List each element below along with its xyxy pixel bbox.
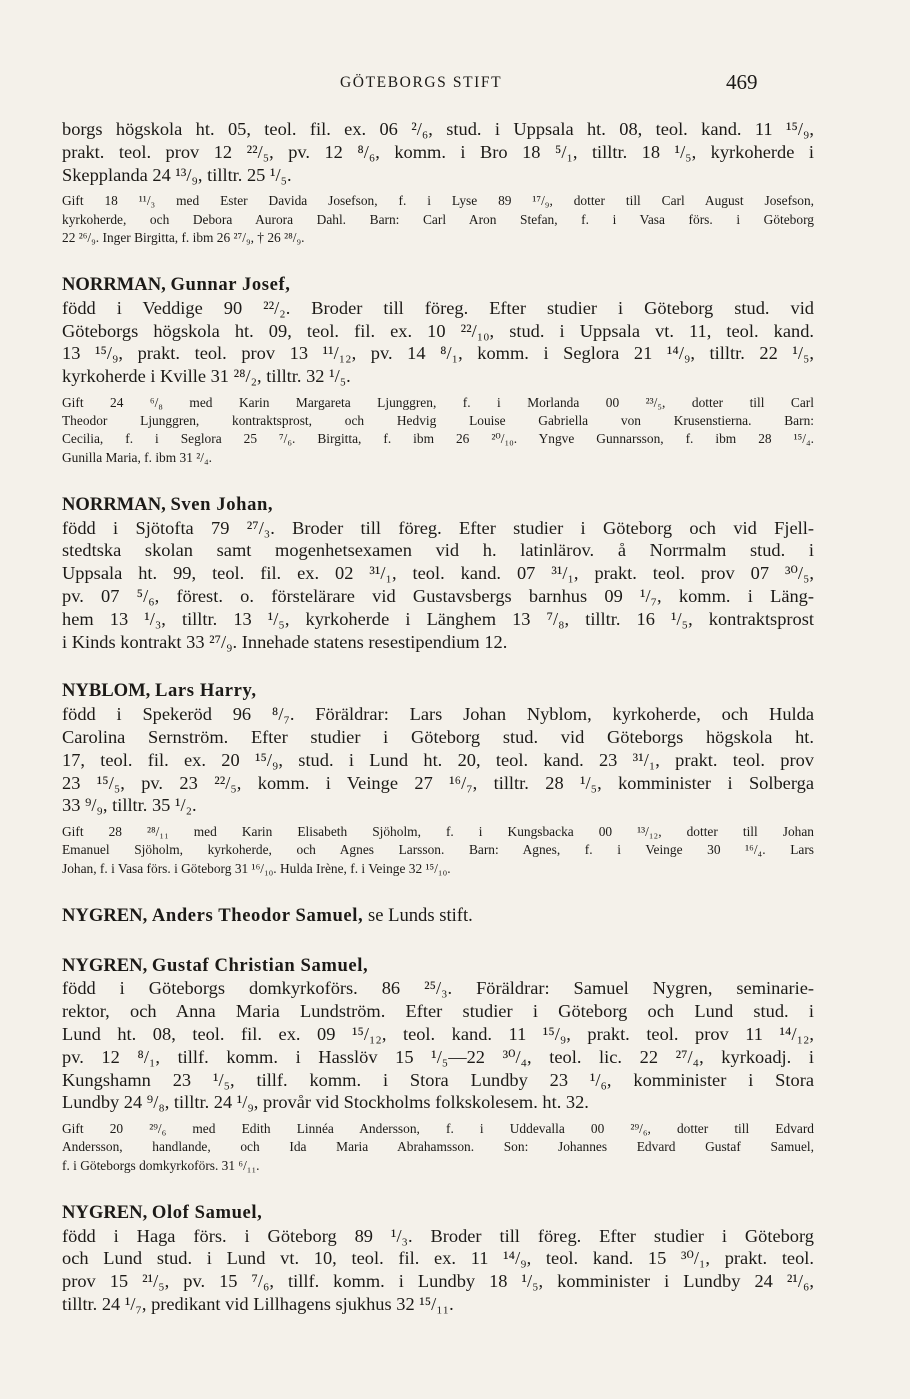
note-line: kyrkoherde, och Debora Aurora Dahl. Barn: Carl Aron Stefan, f. i Vasa förs. i Göteborg bbox=[62, 211, 814, 227]
body-line: tilltr. 24 ¹/₇, predikant vid Lillhagens sjukhus 32 ¹⁵/₁₁. bbox=[62, 1293, 454, 1314]
entry-given-names: Gunnar Josef, bbox=[170, 274, 291, 295]
entry-surname: NORRMAN, bbox=[62, 493, 166, 515]
entry-given-names: Gustaf Christian Samuel, bbox=[151, 954, 369, 976]
body-line: född i Haga förs. i Göteborg 89 ¹/₃. Broder till föreg. Efter studier i Göteborg bbox=[62, 1225, 814, 1246]
note-line: Gift 28 ²⁸/₁₁ med Karin Elisabeth Sjöholm, f. i Kungsbacka 00 ¹³/₁₂, dotter till Johan bbox=[62, 824, 814, 840]
entry-surname: NYBLOM, bbox=[62, 680, 151, 702]
entry-norrman-gunnar bbox=[62, 274, 814, 467]
page-body bbox=[62, 118, 814, 1316]
entry-heading bbox=[62, 955, 814, 978]
family-note bbox=[62, 1120, 814, 1175]
entry-given-names: Anders Theodor Samuel, bbox=[151, 904, 364, 926]
body-line: pv. 07 ⁵/₆, förest. o. förstelärare vid Gustavsbergs barnhus 09 ¹/₇, komm. i Läng- bbox=[62, 585, 814, 606]
body-line: Carolina Sernström. Efter studier i Göteborg stud. vid Göteborgs högskola ht. bbox=[62, 726, 814, 747]
entry-continuation bbox=[62, 118, 814, 247]
body-line: stedtska skolan samt mogenhetsexamen vid h. latinlärov. å Norrmalm stud. i bbox=[62, 540, 814, 561]
body-line: hem 13 ¹/₃, tilltr. 13 ¹/₅, kyrkoherde i Länghem 13 ⁷/₈, tilltr. 16 ¹/₅, kontraktsprost bbox=[62, 608, 814, 629]
body-line: född i Sjötofta 79 ²⁷/₃. Broder till föreg. Efter studier i Göteborg och vid Fjell- bbox=[62, 517, 814, 538]
note-line: Emanuel Sjöholm, kyrkoherde, och Agnes Larsson. Barn: Agnes, f. i Veinge 30 ¹⁶/₄. Lars bbox=[62, 842, 814, 858]
body-line: och Lund stud. i Lund vt. 10, teol. fil. ex. 11 ¹⁴/₉, teol. kand. 15 ³⁰/₁, prakt. teol. bbox=[62, 1248, 814, 1269]
body-line: född i Veddige 90 ²²/₂. Broder till föreg. Efter studier i Göteborg stud. vid bbox=[62, 297, 814, 318]
body-line: Uppsala ht. 99, teol. fil. ex. 02 ³¹/₁, teol. kand. 07 ³¹/₁, prakt. teol. prov 07 ³⁰/₅, bbox=[62, 563, 814, 584]
note-line: Johan, f. i Vasa förs. i Göteborg 31 ¹⁶/₁₀. Hulda Irène, f. i Veinge 32 ¹⁵/₁₀. bbox=[62, 860, 451, 876]
entry-given-names: Olof Samuel, bbox=[151, 1201, 263, 1223]
body-line: Lundby 24 ⁹/₈, tilltr. 24 ¹/₉, provår vid Stockholms folkskolesem. ht. 32. bbox=[62, 1092, 589, 1113]
entry-body bbox=[62, 703, 814, 817]
entry-heading bbox=[62, 274, 814, 297]
entry-nyblom-lars bbox=[62, 680, 814, 877]
entry-given-names: Lars Harry, bbox=[154, 680, 257, 702]
note-line: Gunilla Maria, f. ibm 31 ²/₄. bbox=[62, 449, 213, 465]
entry-heading bbox=[62, 494, 814, 517]
body-line: Skepplanda 24 ¹³/₉, tilltr. 25 ¹/₅. bbox=[62, 164, 292, 185]
entry-nygren-anders bbox=[62, 905, 814, 928]
entry-surname: NYGREN, bbox=[62, 1201, 148, 1223]
note-line: f. i Göteborgs domkyrkoförs. 31 ⁶/₁₁. bbox=[62, 1157, 260, 1173]
entry-surname: NYGREN, bbox=[62, 954, 148, 976]
note-line: Theodor Ljunggren, kontraktsprost, och Hedvig Louise Gabriella von Krusenstierna. Barn: bbox=[62, 413, 814, 429]
entry-heading bbox=[62, 680, 814, 703]
entry-heading bbox=[62, 905, 814, 928]
entry-heading bbox=[62, 1202, 814, 1225]
entry-body bbox=[62, 517, 814, 654]
body-line: i Kinds kontrakt 33 ²⁷/₉. Innehade statens resestipendium 12. bbox=[62, 631, 508, 652]
entry-surname: NYGREN, bbox=[62, 904, 148, 926]
body-line: rektor, och Anna Maria Lundström. Efter studier i Göteborg och Lund stud. i bbox=[62, 1001, 814, 1022]
entry-body bbox=[62, 1225, 814, 1316]
body-line: prakt. teol. prov 12 ²²/₅, pv. 12 ⁸/₆, komm. i Bro 18 ⁵/₁, tilltr. 18 ¹/₅, kyrkoherde i bbox=[62, 141, 814, 162]
body-line: född i Göteborgs domkyrkoförs. 86 ²⁵/₃. Föräldrar: Samuel Nygren, seminarie- bbox=[62, 978, 814, 999]
entry-norrman-sven bbox=[62, 494, 814, 654]
family-note bbox=[62, 823, 814, 878]
entry-nygren-olof bbox=[62, 1202, 814, 1316]
entry-body bbox=[62, 977, 814, 1114]
note-line: Gift 18 ¹¹/₃ med Ester Davida Josefson, f. i Lyse 89 ¹⁷/₉, dotter till Carl August Josefson, bbox=[62, 193, 814, 209]
note-line: Gift 24 ⁶/₈ med Karin Margareta Ljunggren, f. i Morlanda 00 ²³/₅, dotter till Carl bbox=[62, 394, 814, 410]
body-line: Göteborgs högskola ht. 09, teol. fil. ex. 10 ²²/₁₀, stud. i Uppsala vt. 11, teol. kand. bbox=[62, 320, 814, 341]
family-note bbox=[62, 192, 814, 247]
note-line: Andersson, handlande, och Ida Maria Abrahamsson. Son: Johannes Edvard Gustaf Samuel, bbox=[62, 1139, 814, 1155]
entry-given-names: Sven Johan, bbox=[170, 493, 274, 515]
body-line: 23 ¹⁵/₅, pv. 23 ²²/₅, komm. i Veinge 27 ¹⁶/₇, tilltr. 28 ¹/₅, komminister i Solberga bbox=[62, 772, 814, 793]
entry-body bbox=[62, 118, 814, 186]
body-line: född i Spekeröd 96 ⁸/₇. Föräldrar: Lars Johan Nyblom, kyrkoherde, och Hulda bbox=[62, 704, 814, 725]
body-line: kyrkoherde i Kville 31 ²⁸/₂, tilltr. 32 ¹/₅. bbox=[62, 366, 351, 387]
body-line: 17, teol. fil. ex. 20 ¹⁵/₉, stud. i Lund ht. 20, teol. kand. 23 ³¹/₁, prakt. teol. prov bbox=[62, 749, 814, 770]
body-line: borgs högskola ht. 05, teol. fil. ex. 06 ²/₆, stud. i Uppsala ht. 08, teol. kand. 11 ¹⁵/₉, bbox=[62, 119, 814, 139]
note-line: 22 ²⁶/₉. Inger Birgitta, f. ibm 26 ²⁷/₉, † 26 ²⁸/₉. bbox=[62, 229, 305, 245]
note-line: Cecilia, f. i Seglora 25 ⁷/₆. Birgitta, f. ibm 26 ²⁰/₁₀. Yngve Gunnarsson, f. ibm 28 ¹⁵/₄. bbox=[62, 431, 814, 447]
running-title: GÖTEBORGS STIFT bbox=[340, 74, 503, 91]
note-line: Gift 20 ²⁹/₆ med Edith Linnéa Andersson, f. i Uddevalla 00 ²⁹/₆, dotter till Edvard bbox=[62, 1121, 814, 1137]
entry-body bbox=[62, 297, 814, 388]
body-line: Kungshamn 23 ¹/₅, tillf. komm. i Stora Lundby 23 ¹/₆, komminister i Stora bbox=[62, 1069, 814, 1090]
family-note bbox=[62, 394, 814, 467]
page-number: 469 bbox=[726, 70, 758, 94]
entry-surname: NORRMAN, bbox=[62, 274, 166, 295]
body-line: 13 ¹⁵/₉, prakt. teol. prov 13 ¹¹/₁₂, pv. 14 ⁸/₁, komm. i Seglora 21 ¹⁴/₉, tilltr. 22 ¹/₅, bbox=[62, 343, 814, 364]
body-line: 33 ⁹/₉, tilltr. 35 ¹/₂. bbox=[62, 795, 197, 816]
body-line: pv. 12 ⁸/₁, tillf. komm. i Hasslöv 15 ¹/₅—22 ³⁰/₄, teol. lic. 22 ²⁷/₄, kyrkoadj. i bbox=[62, 1046, 814, 1067]
entry-nygren-gustaf bbox=[62, 955, 814, 1175]
body-line: prov 15 ²¹/₅, pv. 15 ⁷/₆, tillf. komm. i Lundby 18 ¹/₅, komminister i Lundby 24 ²¹/₆, bbox=[62, 1271, 814, 1292]
body-line: Lund ht. 08, teol. fil. ex. 09 ¹⁵/₁₂, teol. kand. 11 ¹⁵/₉, prakt. teol. prov 11 ¹⁴/₁₂, bbox=[62, 1023, 814, 1044]
cross-reference: se Lunds stift. bbox=[367, 904, 473, 926]
page-header bbox=[0, 70, 910, 100]
